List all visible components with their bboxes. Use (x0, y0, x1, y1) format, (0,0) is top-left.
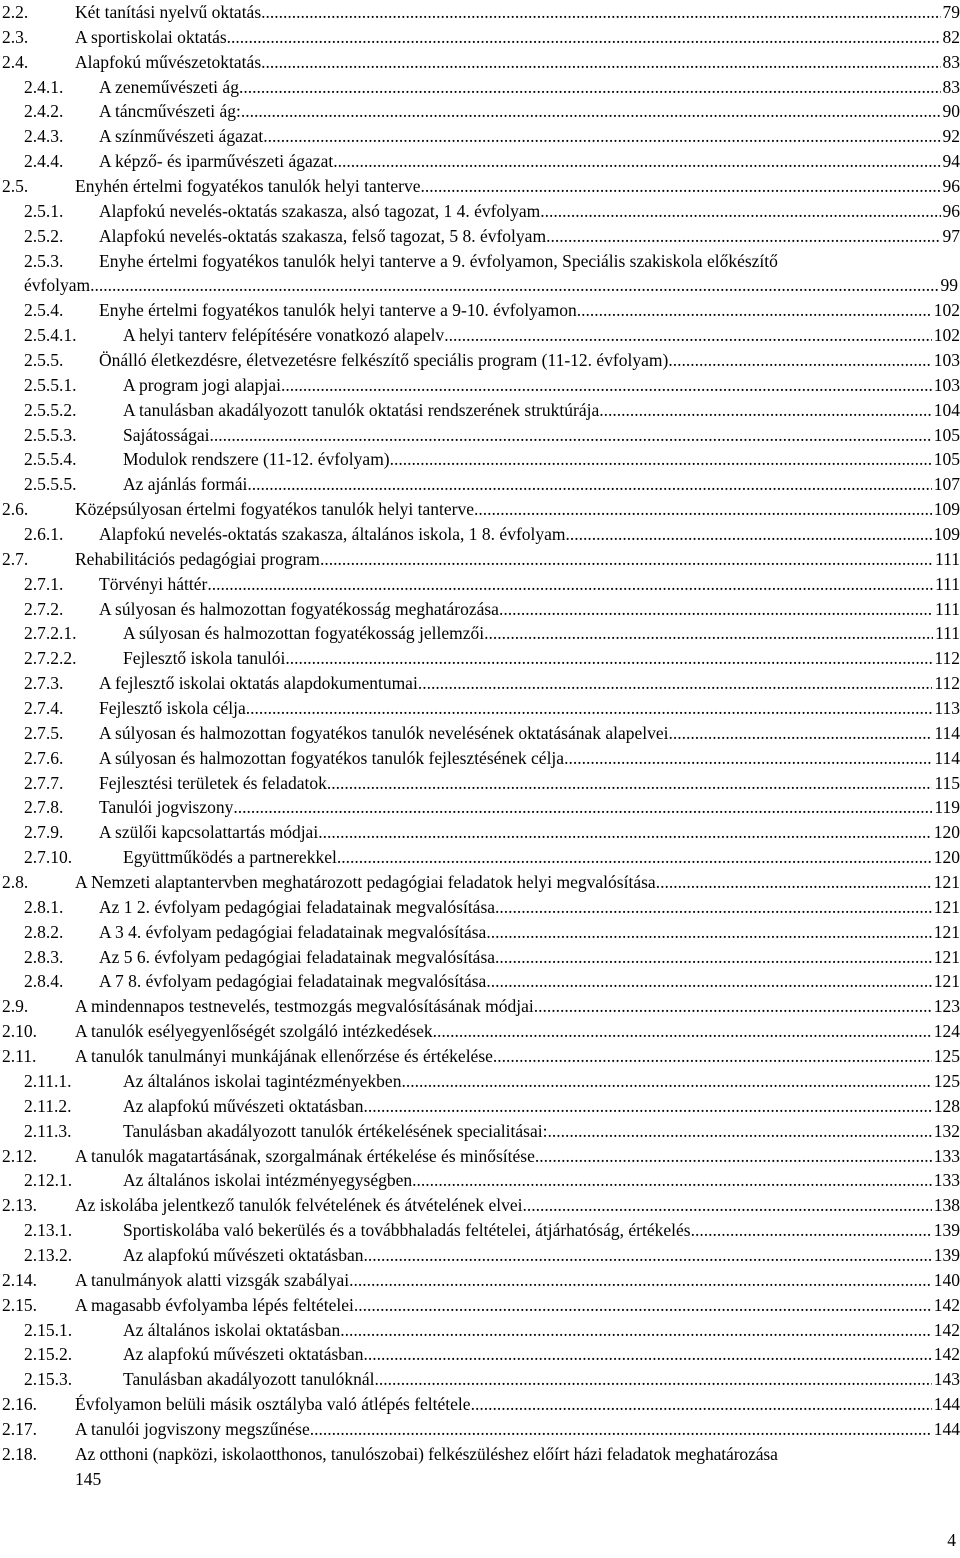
toc-entry-number: 2.7.3. (24, 673, 64, 694)
toc-entry-page: 92 (942, 126, 960, 147)
toc-entry-page: 104 (933, 399, 960, 420)
toc-entry-page: 111 (935, 598, 960, 619)
toc-entry-page: 144 (933, 1394, 960, 1415)
toc-entry[interactable] (0, 621, 960, 646)
toc-entry-number: 2.7.4. (24, 698, 64, 719)
toc-entry[interactable] (0, 920, 960, 945)
toc-entry-number: 2.7. (2, 548, 29, 569)
dot-leader (534, 994, 932, 1019)
toc-entry[interactable] (0, 124, 960, 149)
toc-entry-number: 2.5.3. (24, 250, 64, 271)
toc-entry-page: 115 (934, 772, 960, 793)
toc-entry[interactable] (0, 472, 960, 497)
toc-entry-page: 121 (933, 921, 960, 942)
toc-entry-title: A tanulmányok alatti vizsgák szabályai (75, 1269, 350, 1290)
toc-entry[interactable] (0, 1069, 960, 1094)
dot-leader (364, 1342, 932, 1367)
toc-entry-number: 2.7.6. (24, 747, 64, 768)
dot-leader (499, 597, 933, 622)
toc-entry-page: 105 (933, 424, 960, 445)
toc-entry-title: Az általános iskolai oktatásban (123, 1319, 341, 1340)
toc-entry-page: 114 (934, 747, 960, 768)
toc-entry[interactable] (0, 1019, 960, 1044)
toc-entry[interactable] (0, 398, 960, 423)
toc-entry-title: A szülői kapcsolattartás módjai (99, 822, 319, 843)
toc-entry-page: 138 (933, 1195, 960, 1216)
toc-entry-title: A zeneművészeti ág (99, 76, 239, 97)
toc-entry-title: Fejlesztő iskola célja (99, 698, 246, 719)
toc-entry-number: 2.15.3. (24, 1369, 73, 1390)
toc-entry-title: A magasabb évfolyamba lépés feltételei (75, 1294, 354, 1315)
toc-entry[interactable] (0, 1392, 960, 1417)
toc-entry-page: 133 (933, 1170, 960, 1191)
toc-entry-number: 2.6. (2, 499, 29, 520)
toc-entry-number: 2.15.2. (24, 1344, 73, 1365)
toc-entry-page: 121 (933, 946, 960, 967)
toc-entry-page: 113 (934, 698, 960, 719)
dot-leader (364, 1094, 932, 1119)
dot-leader (318, 820, 932, 845)
dot-leader (656, 870, 932, 895)
toc-entry-title: A helyi tanterv felépítésére vonatkozó alapelv (123, 325, 445, 346)
toc-entry-title: Az otthoni (napközi, iskolaotthonos, tanulószobai) felkészüléshez előírt házi feladatok meghatározása (75, 1443, 778, 1464)
toc-entry-number: 2.13.1. (24, 1220, 73, 1241)
toc-entry-title: Az ajánlás formái (123, 474, 248, 495)
toc-entry-title: A súlyosan és halmozottan fogyatékosság meghatározása (99, 598, 499, 619)
toc-entry[interactable] (0, 249, 960, 299)
dot-leader (540, 199, 940, 224)
toc-entry-number: 2.4.2. (24, 101, 64, 122)
toc-entry-title: Sportiskolába való bekerülés és a továbbhaladás feltételei, átjárhatóság, értékelés (123, 1220, 691, 1241)
toc-entry[interactable] (0, 870, 960, 895)
dot-leader (263, 124, 940, 149)
toc-entry-page: 121 (933, 971, 960, 992)
toc-entry-title: A fejlesztő iskolai oktatás alapdokumentumai (99, 673, 418, 694)
toc-entry-title: Fejlesztési területek és feladatok (99, 772, 327, 793)
toc-entry-page: 111 (935, 548, 960, 569)
toc-entry[interactable] (0, 696, 960, 721)
dot-leader (354, 1293, 932, 1318)
toc-entry-title: Modulok rendszere (11-12. évfolyam) (123, 449, 390, 470)
toc-entry[interactable] (0, 522, 960, 547)
toc-entry[interactable] (0, 1193, 960, 1218)
toc-entry-page: 120 (933, 847, 960, 868)
toc-entry[interactable] (0, 1318, 960, 1343)
toc-entry-title-continued: 145 (75, 1468, 102, 1489)
toc-entry-title: Tanulásban akadályozott tanulók értékelésének specialitásai: (123, 1120, 548, 1141)
toc-entry[interactable] (0, 721, 960, 746)
toc-entry[interactable] (0, 969, 960, 994)
toc-entry-page: 125 (933, 1046, 960, 1067)
toc-entry[interactable] (0, 671, 960, 696)
dot-leader (577, 298, 932, 323)
toc-entry[interactable] (0, 1044, 960, 1069)
toc-entry-page: 79 (942, 2, 960, 22)
toc-entry-title: A Nemzeti alaptantervben meghatározott pedagógiai feladatok helyi megvalósítása (75, 872, 656, 893)
toc-entry-page: 142 (933, 1294, 960, 1315)
toc-entry-title: A súlyosan és halmozottan fogyatékosság jellemzői (123, 623, 485, 644)
toc-entry-title: Az alapfokú művészeti oktatásban (123, 1095, 364, 1116)
toc-entry-number: 2.4.3. (24, 126, 64, 147)
dot-leader (486, 969, 931, 994)
toc-entry[interactable] (0, 771, 960, 796)
toc-entry-number: 2.8.4. (24, 971, 64, 992)
toc-entry-page: 128 (933, 1095, 960, 1116)
toc-entry-title: Az alapfokú művészeti oktatásban (123, 1244, 364, 1265)
toc-entry-page: 96 (942, 200, 960, 221)
toc-entry-page: 132 (933, 1120, 960, 1141)
dot-leader (281, 373, 932, 398)
toc-entry[interactable] (0, 25, 960, 50)
toc-entry-title: A tanulásban akadályozott tanulók oktatási rendszerének struktúrája (123, 399, 600, 420)
dot-leader (227, 25, 941, 50)
toc-entry-number: 2.18. (2, 1443, 37, 1464)
toc-entry-title-continued: évfolyam (24, 275, 91, 296)
toc-entry[interactable] (0, 1367, 960, 1392)
toc-entry-number: 2.6.1. (24, 524, 64, 545)
toc-entry-number: 2.7.10. (24, 847, 73, 868)
dot-leader (474, 497, 932, 522)
dot-leader (374, 1367, 931, 1392)
toc-entry-number: 2.7.2.2. (24, 648, 77, 669)
toc-entry[interactable] (0, 174, 960, 199)
toc-entry-number: 2.5.1. (24, 200, 64, 221)
toc-entry-page: 111 (935, 573, 960, 594)
toc-entry[interactable] (0, 497, 960, 522)
toc-entry[interactable] (0, 895, 960, 920)
toc-entry-title: Az alapfokú művészeti oktatásban (123, 1344, 364, 1365)
dot-leader (364, 1243, 932, 1268)
toc-entry-title: Alapfokú nevelés-oktatás szakasza, általános iskola, 1 8. évfolyam (99, 524, 566, 545)
dot-leader (412, 1168, 932, 1193)
toc-entry-title: A tanulói jogviszony megszűnése (75, 1418, 310, 1439)
dot-leader (337, 845, 932, 870)
dot-leader (421, 174, 941, 199)
toc-entry[interactable] (0, 373, 960, 398)
toc-entry-page: 90 (942, 101, 960, 122)
toc-entry-number: 2.5.5.2. (24, 399, 77, 420)
toc-entry-page: 102 (933, 300, 960, 321)
toc-entry-page: 125 (933, 1070, 960, 1091)
toc-entry-page: 143 (933, 1369, 960, 1390)
toc-entry-title: A tanulók magatartásának, szorgalmának értékelése és minősítése (75, 1145, 535, 1166)
toc-entry-title: Évfolyamon belüli másik osztályba való átlépés feltétele (75, 1394, 471, 1415)
toc-entry[interactable] (0, 572, 960, 597)
toc-entry[interactable] (0, 1218, 960, 1243)
toc-entry-title: A program jogi alapjai (123, 374, 281, 395)
toc-entry-page: 107 (933, 474, 960, 495)
dot-leader (327, 771, 932, 796)
toc-entry-title: A súlyosan és halmozottan fogyatékos tanulók nevelésének oktatásának alapelvei (99, 722, 669, 743)
toc-entry-title: Az 1 2. évfolyam pedagógiai feladatainak megvalósítása (99, 896, 496, 917)
toc-entry[interactable] (0, 423, 960, 448)
toc-entry-title: A 3 4. évfolyam pedagógiai feladatainak megvalósítása (99, 921, 487, 942)
toc-entry-page: 133 (933, 1145, 960, 1166)
toc-entry-number: 2.11.3. (24, 1120, 72, 1141)
toc-entry-title: A sportiskolai oktatás (75, 26, 227, 47)
toc-entry[interactable] (0, 1094, 960, 1119)
toc-entry[interactable] (0, 323, 960, 348)
toc-entry-number: 2.5. (2, 176, 29, 197)
dot-leader (207, 572, 933, 597)
toc-entry-page: 140 (933, 1269, 960, 1290)
toc-entry-title: A súlyosan és halmozottan fogyatékos tanulók fejlesztésének célja (99, 747, 565, 768)
toc-entry-number: 2.2. (2, 2, 29, 22)
toc-entry-number: 2.8.1. (24, 896, 64, 917)
toc-entry[interactable] (0, 795, 960, 820)
toc-entry-title: Alapfokú nevelés-oktatás szakasza, felső tagozat, 5 8. évfolyam (99, 225, 547, 246)
toc-entry-page: 112 (934, 648, 960, 669)
toc-entry-title: Törvényi háttér (99, 573, 208, 594)
dot-leader (285, 646, 932, 671)
toc-entry-title: A színművészeti ágazat (99, 126, 264, 147)
toc-entry-number: 2.15. (2, 1294, 37, 1315)
toc-entry[interactable] (0, 224, 960, 249)
dot-leader (564, 746, 932, 771)
toc-entry-page: 123 (933, 996, 960, 1017)
toc-entry[interactable] (0, 1268, 960, 1293)
dot-leader (493, 1044, 932, 1069)
toc-entry[interactable] (0, 75, 960, 100)
toc-entry-page: 109 (933, 499, 960, 520)
toc-entry-page: 105 (933, 449, 960, 470)
toc-entry[interactable] (0, 0, 960, 25)
dot-leader (340, 1318, 932, 1343)
toc-entry-number: 2.5.4.1. (24, 325, 77, 346)
toc-entry[interactable] (0, 597, 960, 622)
toc-entry-number: 2.7.2. (24, 598, 64, 619)
dot-leader (535, 1144, 932, 1169)
toc-entry-page: 96 (942, 176, 960, 197)
dot-leader (495, 895, 932, 920)
toc-entry-title: A képző- és iparművészeti ágazat (99, 151, 334, 172)
toc-entry-number: 2.7.1. (24, 573, 64, 594)
toc-entry-title: Alapfokú nevelés-oktatás szakasza, alsó tagozat, 1 4. évfolyam (99, 200, 541, 221)
toc-entry-title: Enyhe értelmi fogyatékos tanulók helyi tanterve a 9. évfolyamon, Speciális szakiskola előkészítő (99, 250, 778, 271)
toc-entry-title: Alapfokú művészetoktatás (75, 51, 262, 72)
toc-entry-page: 83 (942, 76, 960, 97)
toc-entry-page: 97 (942, 225, 960, 246)
dot-leader (433, 1019, 932, 1044)
toc-entry-number: 2.3. (2, 26, 29, 47)
toc-entry-number: 2.5.5.3. (24, 424, 77, 445)
toc-entry-page: 124 (933, 1021, 960, 1042)
toc-entry-number: 2.11. (2, 1046, 37, 1067)
toc-entry-number: 2.4.1. (24, 76, 64, 97)
toc-entry-page: 82 (942, 26, 960, 47)
toc-entry-title: Együttműködés a partnerekkel (123, 847, 337, 868)
toc-entry[interactable] (0, 348, 960, 373)
toc-entry-title: Enyhe értelmi fogyatékos tanulók helyi tanterve a 9-10. évfolyamon (99, 300, 577, 321)
toc-entry-number: 2.13.2. (24, 1244, 73, 1265)
toc-entry-title: A 7 8. évfolyam pedagógiai feladatainak megvalósítása (99, 971, 487, 992)
toc-entry-number: 2.5.5.4. (24, 449, 77, 470)
dot-leader (546, 224, 940, 249)
toc-entry-title: Az általános iskolai intézményegységben (123, 1170, 413, 1191)
toc-entry-page: 114 (934, 722, 960, 743)
dot-leader (239, 75, 941, 100)
dot-leader (547, 1119, 931, 1144)
toc-entry-number: 2.7.7. (24, 772, 64, 793)
toc-entry-page: 83 (942, 51, 960, 72)
toc-entry-number: 2.15.1. (24, 1319, 73, 1340)
toc-entry-page: 120 (933, 822, 960, 843)
toc-entry-title: Az 5 6. évfolyam pedagógiai feladatainak megvalósítása (99, 946, 496, 967)
toc-entry-number: 2.16. (2, 1394, 37, 1415)
toc-entry-title: Önálló életkezdésre, életvezetésre felkészítő speciális program (11-12. évfolyam) (99, 350, 669, 370)
toc-entry-page: 121 (933, 896, 960, 917)
dot-leader (246, 696, 933, 721)
toc-entry-number: 2.7.2.1. (24, 623, 77, 644)
toc-entry[interactable] (0, 746, 960, 771)
toc-entry[interactable] (0, 298, 960, 323)
toc-entry-page: 94 (942, 151, 960, 172)
toc-entry[interactable] (0, 1293, 960, 1318)
toc-entry-number: 2.11.2. (24, 1095, 72, 1116)
toc-entry-page: 121 (933, 872, 960, 893)
toc-entry[interactable] (0, 1243, 960, 1268)
toc-entry-number: 2.8.2. (24, 921, 64, 942)
toc-entry-number: 2.17. (2, 1418, 37, 1439)
toc-entry-page: 139 (933, 1244, 960, 1265)
dot-leader (90, 273, 938, 298)
toc-entry-title: Rehabilitációs pedagógiai program (75, 548, 320, 569)
toc-entry[interactable] (0, 547, 960, 572)
toc-entry-number: 2.7.5. (24, 722, 64, 743)
toc-entry-number: 2.13. (2, 1195, 37, 1216)
toc-entry-page: 144 (933, 1418, 960, 1439)
dot-leader (566, 522, 932, 547)
toc-entry-number: 2.10. (2, 1021, 37, 1042)
dot-leader (495, 945, 932, 970)
toc-entry-number: 2.8. (2, 872, 29, 893)
toc-entry-title: Az iskolába jelentkező tanulók felvételének és átvételének elvei (75, 1195, 523, 1216)
toc-entry-title: Sajátosságai (123, 424, 210, 445)
dot-leader (390, 447, 932, 472)
dot-leader (668, 348, 931, 373)
toc-entry[interactable] (0, 646, 960, 671)
toc-entry-number: 2.4. (2, 51, 29, 72)
dot-leader (333, 149, 940, 174)
dot-leader (471, 1392, 932, 1417)
toc-entry-number: 2.8.3. (24, 946, 64, 967)
toc-entry-page: 119 (934, 797, 960, 818)
dot-leader (401, 1069, 931, 1094)
toc-entry-page: 139 (933, 1220, 960, 1241)
toc-entry-title: A tanulók esélyegyenlőségét szolgáló intézkedések (75, 1021, 433, 1042)
dot-leader (310, 1417, 932, 1442)
toc-entry-number: 2.5.5.5. (24, 474, 77, 495)
dot-leader (349, 1268, 932, 1293)
toc-entry-page: 99 (940, 275, 958, 296)
toc-entry[interactable] (0, 994, 960, 1019)
toc-entry-page: 111 (935, 623, 960, 644)
page-number: 4 (947, 1530, 956, 1550)
toc-entry-page: 102 (933, 325, 960, 346)
toc-entry[interactable] (0, 50, 960, 75)
toc-entry-title: A mindennapos testnevelés, testmozgás megvalósításának módjai (75, 996, 534, 1017)
toc-entry-title: Az általános iskolai tagintézményekben (123, 1070, 402, 1091)
toc-entry[interactable] (0, 1442, 960, 1492)
toc-entry[interactable] (0, 1342, 960, 1367)
toc-entry-number: 2.12. (2, 1145, 37, 1166)
dot-leader (486, 920, 931, 945)
toc-entry-number: 2.7.8. (24, 797, 64, 818)
toc-entry-number: 2.5.2. (24, 225, 64, 246)
toc-entry-page: 103 (933, 374, 960, 395)
toc-entry-number: 2.7.9. (24, 822, 64, 843)
toc-entry[interactable] (0, 1144, 960, 1169)
toc-entry-page: 142 (933, 1344, 960, 1365)
dot-leader (669, 721, 933, 746)
toc-entry-number: 2.5.4. (24, 300, 64, 321)
toc-entry-title: Két tanítási nyelvű oktatás (75, 2, 262, 22)
dot-leader (418, 671, 933, 696)
toc-entry-page: 103 (933, 350, 960, 370)
dot-leader (247, 472, 931, 497)
toc-entry-number: 2.5.5. (24, 350, 64, 370)
toc-entry[interactable] (0, 149, 960, 174)
dot-leader (523, 1193, 932, 1218)
toc-entry[interactable] (0, 199, 960, 224)
toc-entry-number: 2.12.1. (24, 1170, 73, 1191)
toc-entry[interactable] (0, 447, 960, 472)
dot-leader (241, 99, 941, 124)
dot-leader (320, 547, 933, 572)
dot-leader (599, 398, 932, 423)
toc-entry-number: 2.4.4. (24, 151, 64, 172)
toc-entry[interactable] (0, 845, 960, 870)
toc-entry[interactable] (0, 1417, 960, 1442)
dot-leader (233, 795, 932, 820)
toc-entry[interactable] (0, 1119, 960, 1144)
toc-entry-title: Középsúlyosan értelmi fogyatékos tanulók helyi tanterve (75, 499, 474, 520)
toc-entry-title: Fejlesztő iskola tanulói (123, 648, 286, 669)
toc-entry-page: 142 (933, 1319, 960, 1340)
toc-entry-title: A táncművészeti ág: (99, 101, 241, 122)
toc-entry-title: A tanulók tanulmányi munkájának ellenőrzése és értékelése (75, 1046, 493, 1067)
toc-entry-number: 2.14. (2, 1269, 37, 1290)
toc-entry-page: 109 (933, 524, 960, 545)
toc-entry-title: Tanulásban akadályozott tanulóknál (123, 1369, 375, 1390)
toc-entry[interactable] (0, 820, 960, 845)
toc-entry[interactable] (0, 945, 960, 970)
dot-leader (484, 621, 933, 646)
dot-leader (210, 423, 932, 448)
dot-leader (261, 50, 940, 75)
toc-entry[interactable] (0, 99, 960, 124)
dot-leader (261, 0, 940, 25)
toc-entry-number: 2.11.1. (24, 1070, 72, 1091)
toc-entry-title: Enyhén értelmi fogyatékos tanulók helyi tanterve (75, 176, 421, 197)
toc-entry-title: Tanulói jogviszony (99, 797, 234, 818)
dot-leader (691, 1218, 932, 1243)
toc-entry[interactable] (0, 1168, 960, 1193)
toc-entry-number: 2.5.5.1. (24, 374, 77, 395)
dot-leader (444, 323, 932, 348)
toc-entry-page: 112 (934, 673, 960, 694)
toc-entry-number: 2.9. (2, 996, 29, 1017)
